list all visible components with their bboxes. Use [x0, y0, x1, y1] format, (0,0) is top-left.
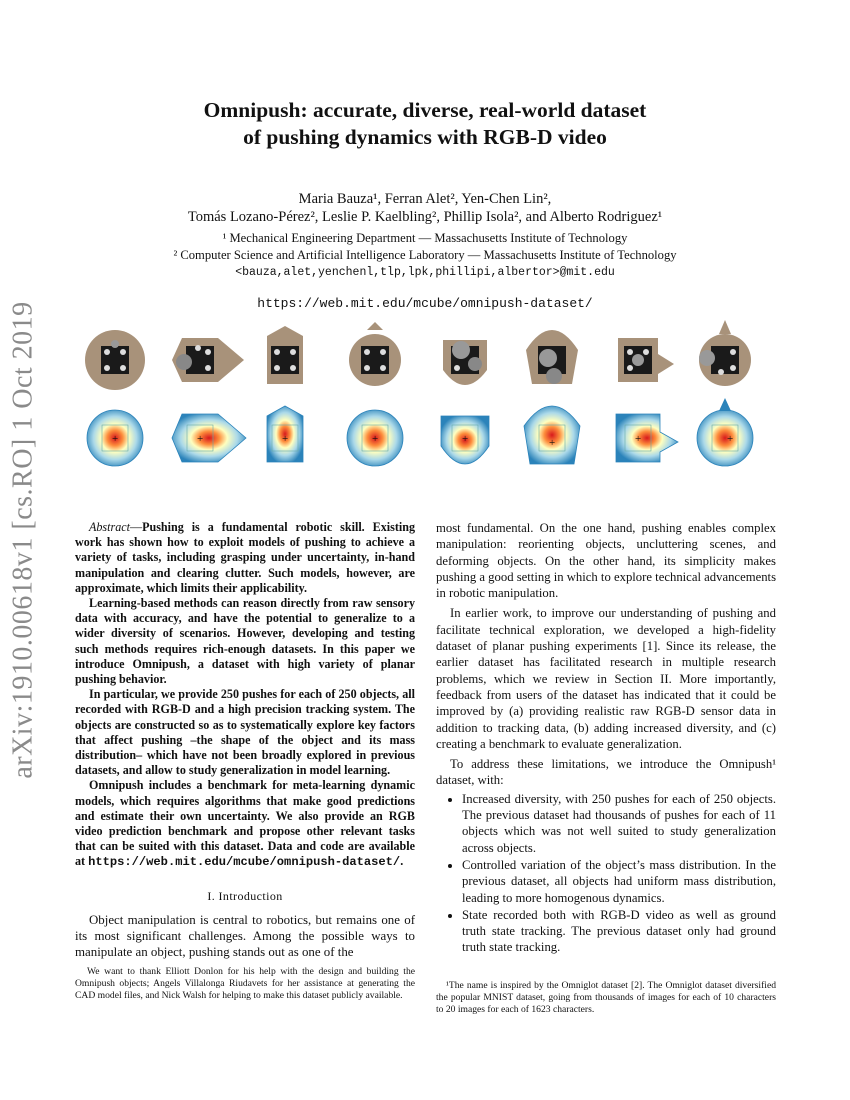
abstract-label: Abstract	[89, 520, 130, 534]
heatmaps-svg	[70, 398, 780, 478]
right-p1: most fundamental. On the one hand, pushing enables complex manipulation: reorienting objects, uncluttering scenes, and deforming objects. On the other hand, its simplicity makes pushing a good setting in which to explore technical advancements in robotic manipulation.	[436, 521, 777, 601]
omnipush-footnote: ¹The name is inspired by the Omniglot dataset [2]. The Omniglot dataset diversified the popular MNIST dataset, going from thousands of images for each of 10 characters to 20 images for each of 1623 characters.	[436, 980, 776, 1016]
svg-text:+: +	[372, 433, 379, 445]
acknowledgement-footnote: We want to thank Elliott Donlon for his help with the design and building the Omnipush objects; Angels Villalonga Riudavets for her assistance at generating the CAD model files, and Nick Walsh for helping to make this dataset publicly available.	[75, 966, 415, 1002]
svg-text:+: +	[282, 433, 289, 445]
abstract-p1	[75, 520, 415, 596]
heatmap-2	[172, 414, 246, 462]
authors-line-2: Tomás Lozano-Pérez², Leslie P. Kaelbling², Phillip Isola², and Alberto Rodriguez¹	[187, 209, 663, 225]
svg-text:+: +	[462, 433, 469, 445]
right-p2: In earlier work, to improve our understanding of pushing and facilitate technical exploration, we developed a high-fidelity dataset of planar pushing experiments [1]. Since its release, the earlier dataset has facilitated research in multiple research problems, which we review in Section II. More importantly, feedback from users of the dataset has indicated that it could be improved by (a) providing realistic raw RGB-D sensor data in addition to tracking data, (b) adding increased diversity, and (c) creating a benchmark to evaluate generalization.	[436, 606, 776, 751]
heatmap-7	[616, 414, 678, 462]
right-column	[436, 520, 776, 957]
abstract-p3: In particular, we provide 250 pushes for each of 250 objects, all recorded with RGB-D and a high precision tracking system. The objects are constructed so as to systematically explore key factors that affect pushing –the shape of the object and its mass distribution– which have not been broadly explored in previous datasets, and allow to study generalization in model learning.	[75, 687, 415, 778]
title-line-1: Omnipush: accurate, diverse, real-world dataset	[203, 98, 647, 122]
object-photo-3	[267, 326, 303, 384]
title-line-2: of pushing dynamics with RGB-D video	[243, 125, 607, 149]
svg-text:+: +	[635, 433, 642, 445]
object-photos-svg	[70, 320, 780, 400]
intro-p1: Object manipulation is central to robotics, but remains one of its most significant challenges. Among the possible ways to manipulate an object, pushing stands out as one of the	[75, 912, 415, 959]
object-photo-1	[85, 330, 145, 390]
abstract-p2: Learning-based methods can reason directly from raw sensory data with accuracy, and have the potential to generalize to a wider diversity of scenarios. However, developing and testing such methods requires rich-enough datasets. In this paper we introduce Omnipush, a dataset with high variety of planar pushing behavior.	[75, 596, 415, 687]
object-photo-4	[349, 322, 401, 386]
abstract-p4	[75, 778, 415, 870]
object-photo-2	[172, 338, 244, 382]
svg-text:+: +	[727, 433, 734, 445]
heatmap-1	[87, 410, 143, 466]
paper-title	[80, 97, 770, 151]
heatmap-5	[441, 416, 489, 464]
svg-text:+: +	[112, 433, 119, 445]
object-photo-7	[618, 338, 674, 382]
abstract-url-link[interactable]: https://web.mit.edu/mcube/omnipush-dataset/	[88, 855, 401, 870]
list-item: • Increased diversity, with 250 pushes for each of 250 objects. The previous dataset had thousands of pushes for each of 11 objects which was not well suited to study generalization across objects.	[462, 791, 776, 856]
svg-text:+: +	[549, 437, 556, 449]
heatmap-4	[347, 410, 403, 466]
heatmap-6	[524, 406, 580, 464]
abstract-dash: —	[129, 520, 143, 534]
heatmap-3	[267, 406, 303, 462]
heatmap-8	[697, 398, 753, 466]
object-photo-5	[443, 340, 487, 385]
contribution-list	[436, 791, 776, 956]
affiliations	[80, 230, 770, 281]
author-emails: <bauza,alet,yenchenl,tlp,lpk,phillipi,albertor>@mit.edu	[235, 266, 615, 279]
arxiv-stamp: arXiv:1910.00618v1 [cs.RO] 1 Oct 2019	[8, 301, 40, 779]
object-photo-8	[699, 320, 751, 386]
object-photo-row	[70, 320, 780, 400]
object-photo-6	[526, 330, 578, 384]
author-list	[80, 190, 770, 226]
heatmap-row	[70, 398, 780, 478]
section-heading-introduction: I. Introduction	[207, 888, 283, 903]
right-p3: To address these limitations, we introduce the Omnipush¹ dataset, with:	[436, 757, 776, 788]
affiliation-1: ¹ Mechanical Engineering Department — Massachusetts Institute of Technology	[222, 231, 628, 245]
affiliation-2: ² Computer Science and Artificial Intelligence Laboratory — Massachusetts Institute of Technology	[173, 248, 677, 262]
authors-line-1: Maria Bauza¹, Ferran Alet², Yen-Chen Lin²,	[298, 191, 552, 207]
abstract-p4-text: Omnipush includes a benchmark for meta-learning dynamic models, which requires algorithms that make good predictions and estimate their own uncertainty. We also provide an RGB video prediction benchmark and propose other relevant tasks that can be suited with this dataset. Data and code are available at	[75, 778, 415, 869]
left-column	[75, 520, 415, 960]
list-item: • State recorded both with RGB-D video as well as ground truth state tracking. The previous dataset only had ground truth state tracking.	[462, 907, 776, 956]
svg-text:+: +	[197, 433, 204, 445]
abstract-p4-end: .	[400, 854, 404, 869]
list-item: • Controlled variation of the object’s mass distribution. In the previous dataset, all objects had uniform mass distribution, leading to more homogenous dynamics.	[462, 857, 776, 906]
dataset-url-link[interactable]: https://web.mit.edu/mcube/omnipush-dataset/	[257, 296, 593, 311]
abstract-p1-text: Pushing is a fundamental robotic skill. Existing work has shown how to exploit models of pushing to achieve a variety of tasks, including grasping under uncertainty, in-hand manipulation and clearing clutter. Such models, however, are approximate, which limits their applicability.	[75, 520, 415, 595]
